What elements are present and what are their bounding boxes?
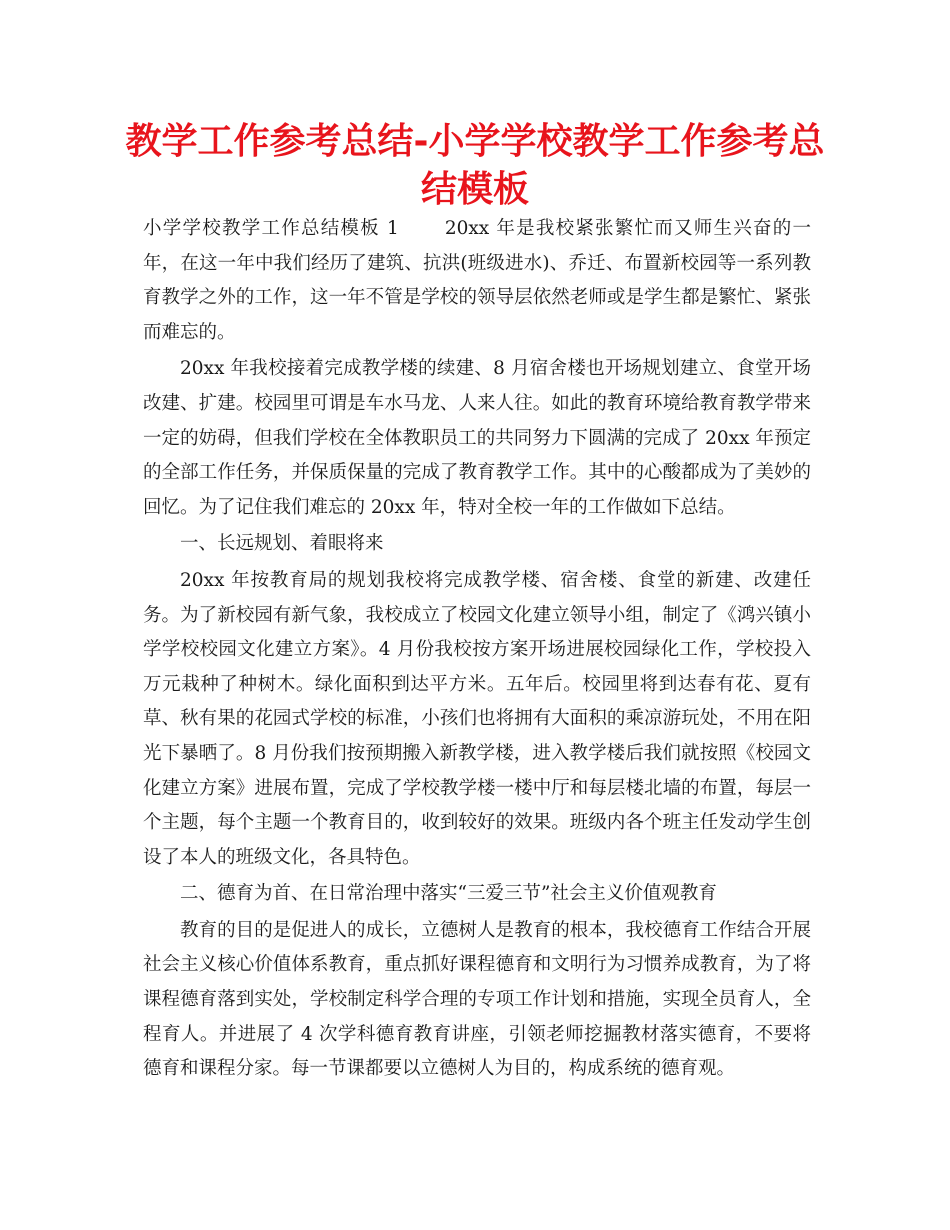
intro-text: 20xx 年是我校紧张繁忙而又师生兴奋的一年，在这一年中我们经历了建筑、抗洪(班级进水)、乔迁、布置新校园等一系列教育教学之外的工作，这一年不管是学校的领导层依然老师或是学生都是繁忙、紧张而难忘的。: [143, 218, 811, 343]
intro-heading: 小学学校教学工作总结模板 1: [143, 218, 399, 239]
document-body: [143, 212, 811, 1089]
paragraph-1: 20xx 年我校接着完成教学楼的续建、8 月宿舍楼也开场规划建立、食堂开场改建、扩建。校园里可谓是车水马龙、人来人往。如此的教育环境给教育教学带来一定的妨碍，但我们学校在全体教职员工的共同努力下圆满的完成了 20xx 年预定的全部工作任务，并保质保量的完成了教育教学工作。其中的心酸都成为了美妙的回忆。为了记住我们难忘的 20xx 年，特对全校一年的工作做如下总结。: [143, 358, 811, 518]
document-title: 教学工作参考总结-小学学校教学工作参考总结模板: [125, 121, 825, 210]
paragraph-intro: [143, 212, 811, 350]
section-heading-1: 一、长远规划、着眼将来: [180, 533, 384, 555]
paragraph-2: 20xx 年按教育局的规划我校将完成教学楼、宿舍楼、食堂的新建、改建任务。为了新校园有新气象，我校成立了校园文化建立领导小组，制定了《鸿兴镇小学学校校园文化建立方案》。4 月份我校按方案开场进展校园绿化工作，学校投入万元栽种了种树木。绿化面积到达平方米。五年后。校园里将到达春有花、夏有草、秋有果的花园式学校的标准，小孩们也将拥有大面积的乘凉游玩处，不用在阳光下暴晒了。8 月份我们按预期搬入新教学楼，进入教学楼后我们就按照《校园文化建立方案》进展布置，完成了学校教学楼一楼中厅和每层楼北墙的布置，每层一个主题，每个主题一个教育目的，收到较好的效果。班级内各个班主任发动学生创设了本人的班级文化，各具特色。: [143, 569, 811, 868]
paragraph-3: 教育的目的是促进人的成长，立德树人是教育的根本，我校德育工作结合开展社会主义核心价值体系教育，重点抓好课程德育和文明行为习惯养成教育，为了将课程德育落到实处，学校制定科学合理的专项工作计划和措施，实现全员育人，全程育人。并进展了 4 次学科德育教育讲座，引领老师挖掘教材落实德育，不要将德育和课程分家。每一节课都要以立德树人为目的，构成系统的德育观。: [143, 919, 811, 1080]
section-heading-2: 二、德育为首、在日常治理中落实“三爱三节”社会主义价值观教育: [180, 883, 717, 905]
